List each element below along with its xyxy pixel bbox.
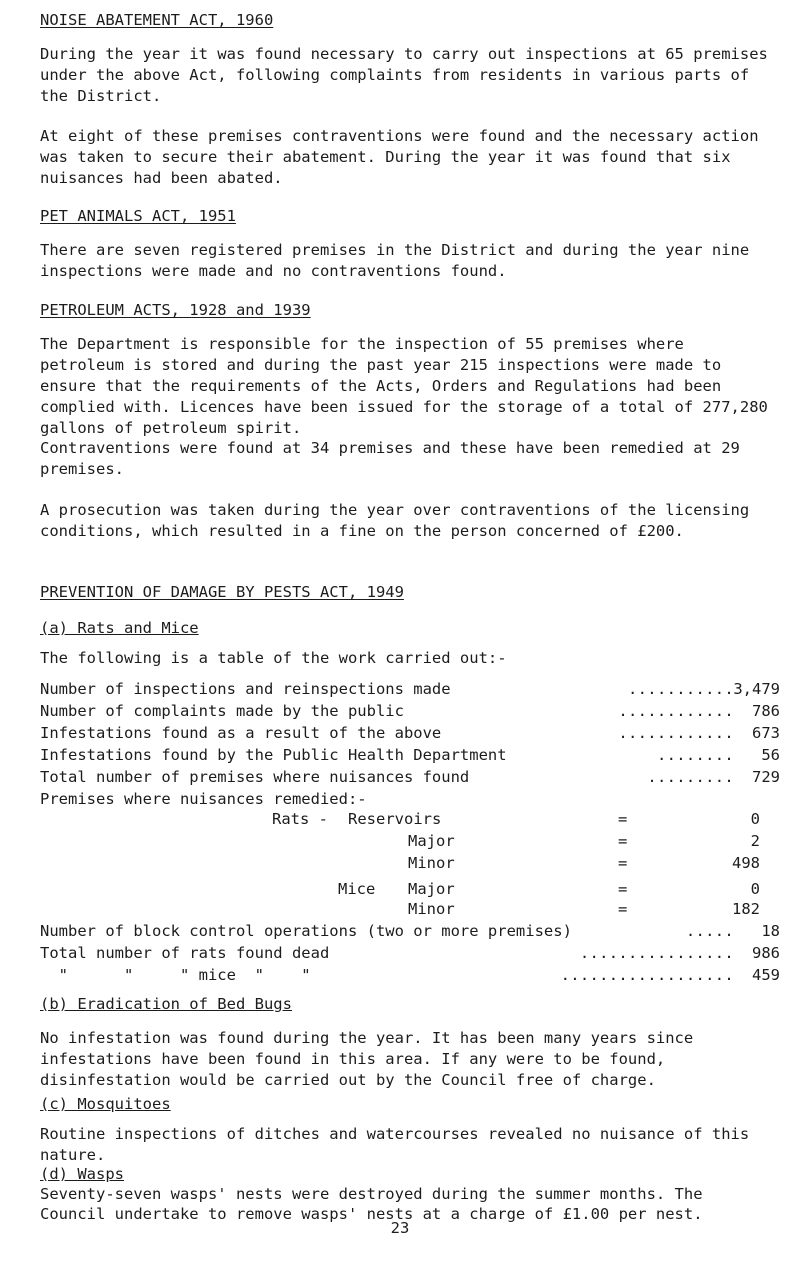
leader-dots: ......... — [647, 768, 734, 786]
equals-sign: = — [618, 810, 628, 828]
petroleum-paragraph-3: A prosecution was taken during the year over contraventions of the licensing conditions, which resulted in a fine on the person concerned of £200. — [40, 501, 750, 540]
leader-dots: ................ — [579, 944, 734, 962]
row-label: Total number of rats found dead — [40, 944, 330, 962]
mosquitoes-paragraph: Routine inspections of ditches and watercourses revealed no nuisance of this nature. — [40, 1125, 750, 1164]
row-value: 459 — [752, 966, 780, 984]
rats-mice-heading-wrap — [40, 618, 770, 639]
leader-dots: .................. — [560, 966, 734, 984]
leader-dots: ............ — [618, 702, 734, 720]
wasps-heading: (d) Wasps — [40, 1165, 124, 1183]
petroleum-heading: PETROLEUM ACTS, 1928 and 1939 — [40, 301, 311, 319]
table-row — [40, 744, 780, 766]
rats-reservoirs-value: 0 — [750, 810, 760, 828]
wasps-paragraph: Seventy-seven wasps' nests were destroyed during the summer months. The Council undertake to remove wasps' nests at a charge of £1.00 per nest. — [40, 1185, 703, 1223]
leader-dots: ..... — [685, 922, 734, 940]
pests-heading: PREVENTION OF DAMAGE BY PESTS ACT, 1949 — [40, 583, 404, 601]
remedied-label: Premises where nuisances remedied:- — [40, 790, 367, 808]
wasps-heading-wrap — [40, 1164, 770, 1185]
row-label: Infestations found as a result of the above — [40, 724, 442, 742]
row-value: 786 — [752, 702, 780, 720]
row-label: Number of inspections and reinspections made — [40, 680, 451, 698]
row-value: 986 — [752, 944, 780, 962]
major-label: Major — [408, 832, 455, 850]
petroleum-paragraph-2: Contraventions were found at 34 premises and these have been remedied at 29 premises. — [40, 439, 740, 478]
equals-sign: = — [618, 900, 628, 918]
rats-minor-value: 498 — [732, 854, 760, 872]
petroleum-paragraph-1: The Department is responsible for the inspection of 55 premises where petroleum is stored and during the past year 215 inspections were made to ensure that the requirements of the Acts, Orders and Regulations had been complied with. Licences have been issued for the storage of a total of 277,280 gallons of petroleum spirit. — [40, 335, 768, 437]
mosquitoes-heading-wrap — [40, 1094, 770, 1115]
reservoirs-label: Reservoirs — [348, 810, 442, 828]
mice-major-value: 0 — [750, 880, 760, 898]
leader-dots: ........... — [628, 680, 734, 698]
bed-bugs-heading-wrap — [40, 994, 770, 1015]
pets-heading: PET ANIMALS ACT, 1951 — [40, 207, 236, 225]
row-value: 18 — [761, 922, 780, 940]
mice-minor-value: 182 — [732, 900, 760, 918]
noise-paragraph-2: At eight of these premises contraventions were found and the necessary action was taken to secure their abatement. During the year it was found that six nuisances had been abated. — [40, 127, 759, 187]
table-row — [40, 722, 780, 744]
equals-sign: = — [618, 832, 628, 850]
table-row — [40, 700, 780, 722]
row-label: Infestations found by the Public Health Department — [40, 746, 507, 764]
major-label: Major — [408, 880, 455, 898]
row-label: Total number of premises where nuisances found — [40, 768, 470, 786]
rats-mice-heading: (a) Rats and Mice — [40, 619, 199, 637]
rats-label: Rats - — [272, 810, 328, 828]
row-label: Number of complaints made by the public — [40, 702, 404, 720]
table-row — [40, 766, 780, 788]
bed-bugs-heading: (b) Eradication of Bed Bugs — [40, 995, 292, 1013]
mosquitoes-heading: (c) Mosquitoes — [40, 1095, 171, 1113]
row-value: 673 — [752, 724, 780, 742]
row-value: 729 — [752, 768, 780, 786]
equals-sign: = — [618, 880, 628, 898]
leader-dots: ............ — [618, 724, 734, 742]
page-number: 23 — [390, 1219, 410, 1237]
row-label: Number of block control operations (two or more premises) — [40, 922, 572, 940]
pets-paragraph: There are seven registered premises in the District and during the year nine inspections were made and no contraventions found. — [40, 241, 750, 280]
remedied-row-mice-major — [40, 878, 780, 900]
table-row — [40, 964, 780, 986]
equals-sign: = — [618, 854, 628, 872]
noise-heading: NOISE ABATEMENT ACT, 1960 — [40, 11, 274, 29]
minor-label: Minor — [408, 900, 455, 918]
rats-major-value: 2 — [750, 832, 760, 850]
bed-bugs-paragraph: No infestation was found during the year. It has been many years since infestations have been found in this area. If any were to be found, disinfestation would be carried out by the Council free of charge. — [40, 1029, 694, 1089]
rats-mice-intro: The following is a table of the work carried out:- — [40, 649, 507, 667]
table-row — [40, 942, 780, 964]
remedied-row-rats-minor — [40, 852, 780, 874]
row-value: 3,479 — [733, 680, 780, 698]
noise-paragraph-1: During the year it was found necessary to carry out inspections at 65 premises under the above Act, following complaints from residents in various parts of the District. — [40, 45, 768, 105]
table-row — [40, 678, 780, 700]
remedied-label-row — [40, 788, 780, 810]
leader-dots: ........ — [656, 746, 734, 764]
table-row — [40, 920, 780, 942]
remedied-row-rats-major — [40, 830, 780, 852]
row-value: 56 — [761, 746, 780, 764]
remedied-row-rats-reservoirs — [40, 808, 780, 830]
minor-label: Minor — [408, 854, 455, 872]
row-label: " " " mice " " — [40, 966, 311, 984]
remedied-row-mice-minor — [40, 898, 780, 920]
mice-label: Mice — [338, 880, 376, 898]
